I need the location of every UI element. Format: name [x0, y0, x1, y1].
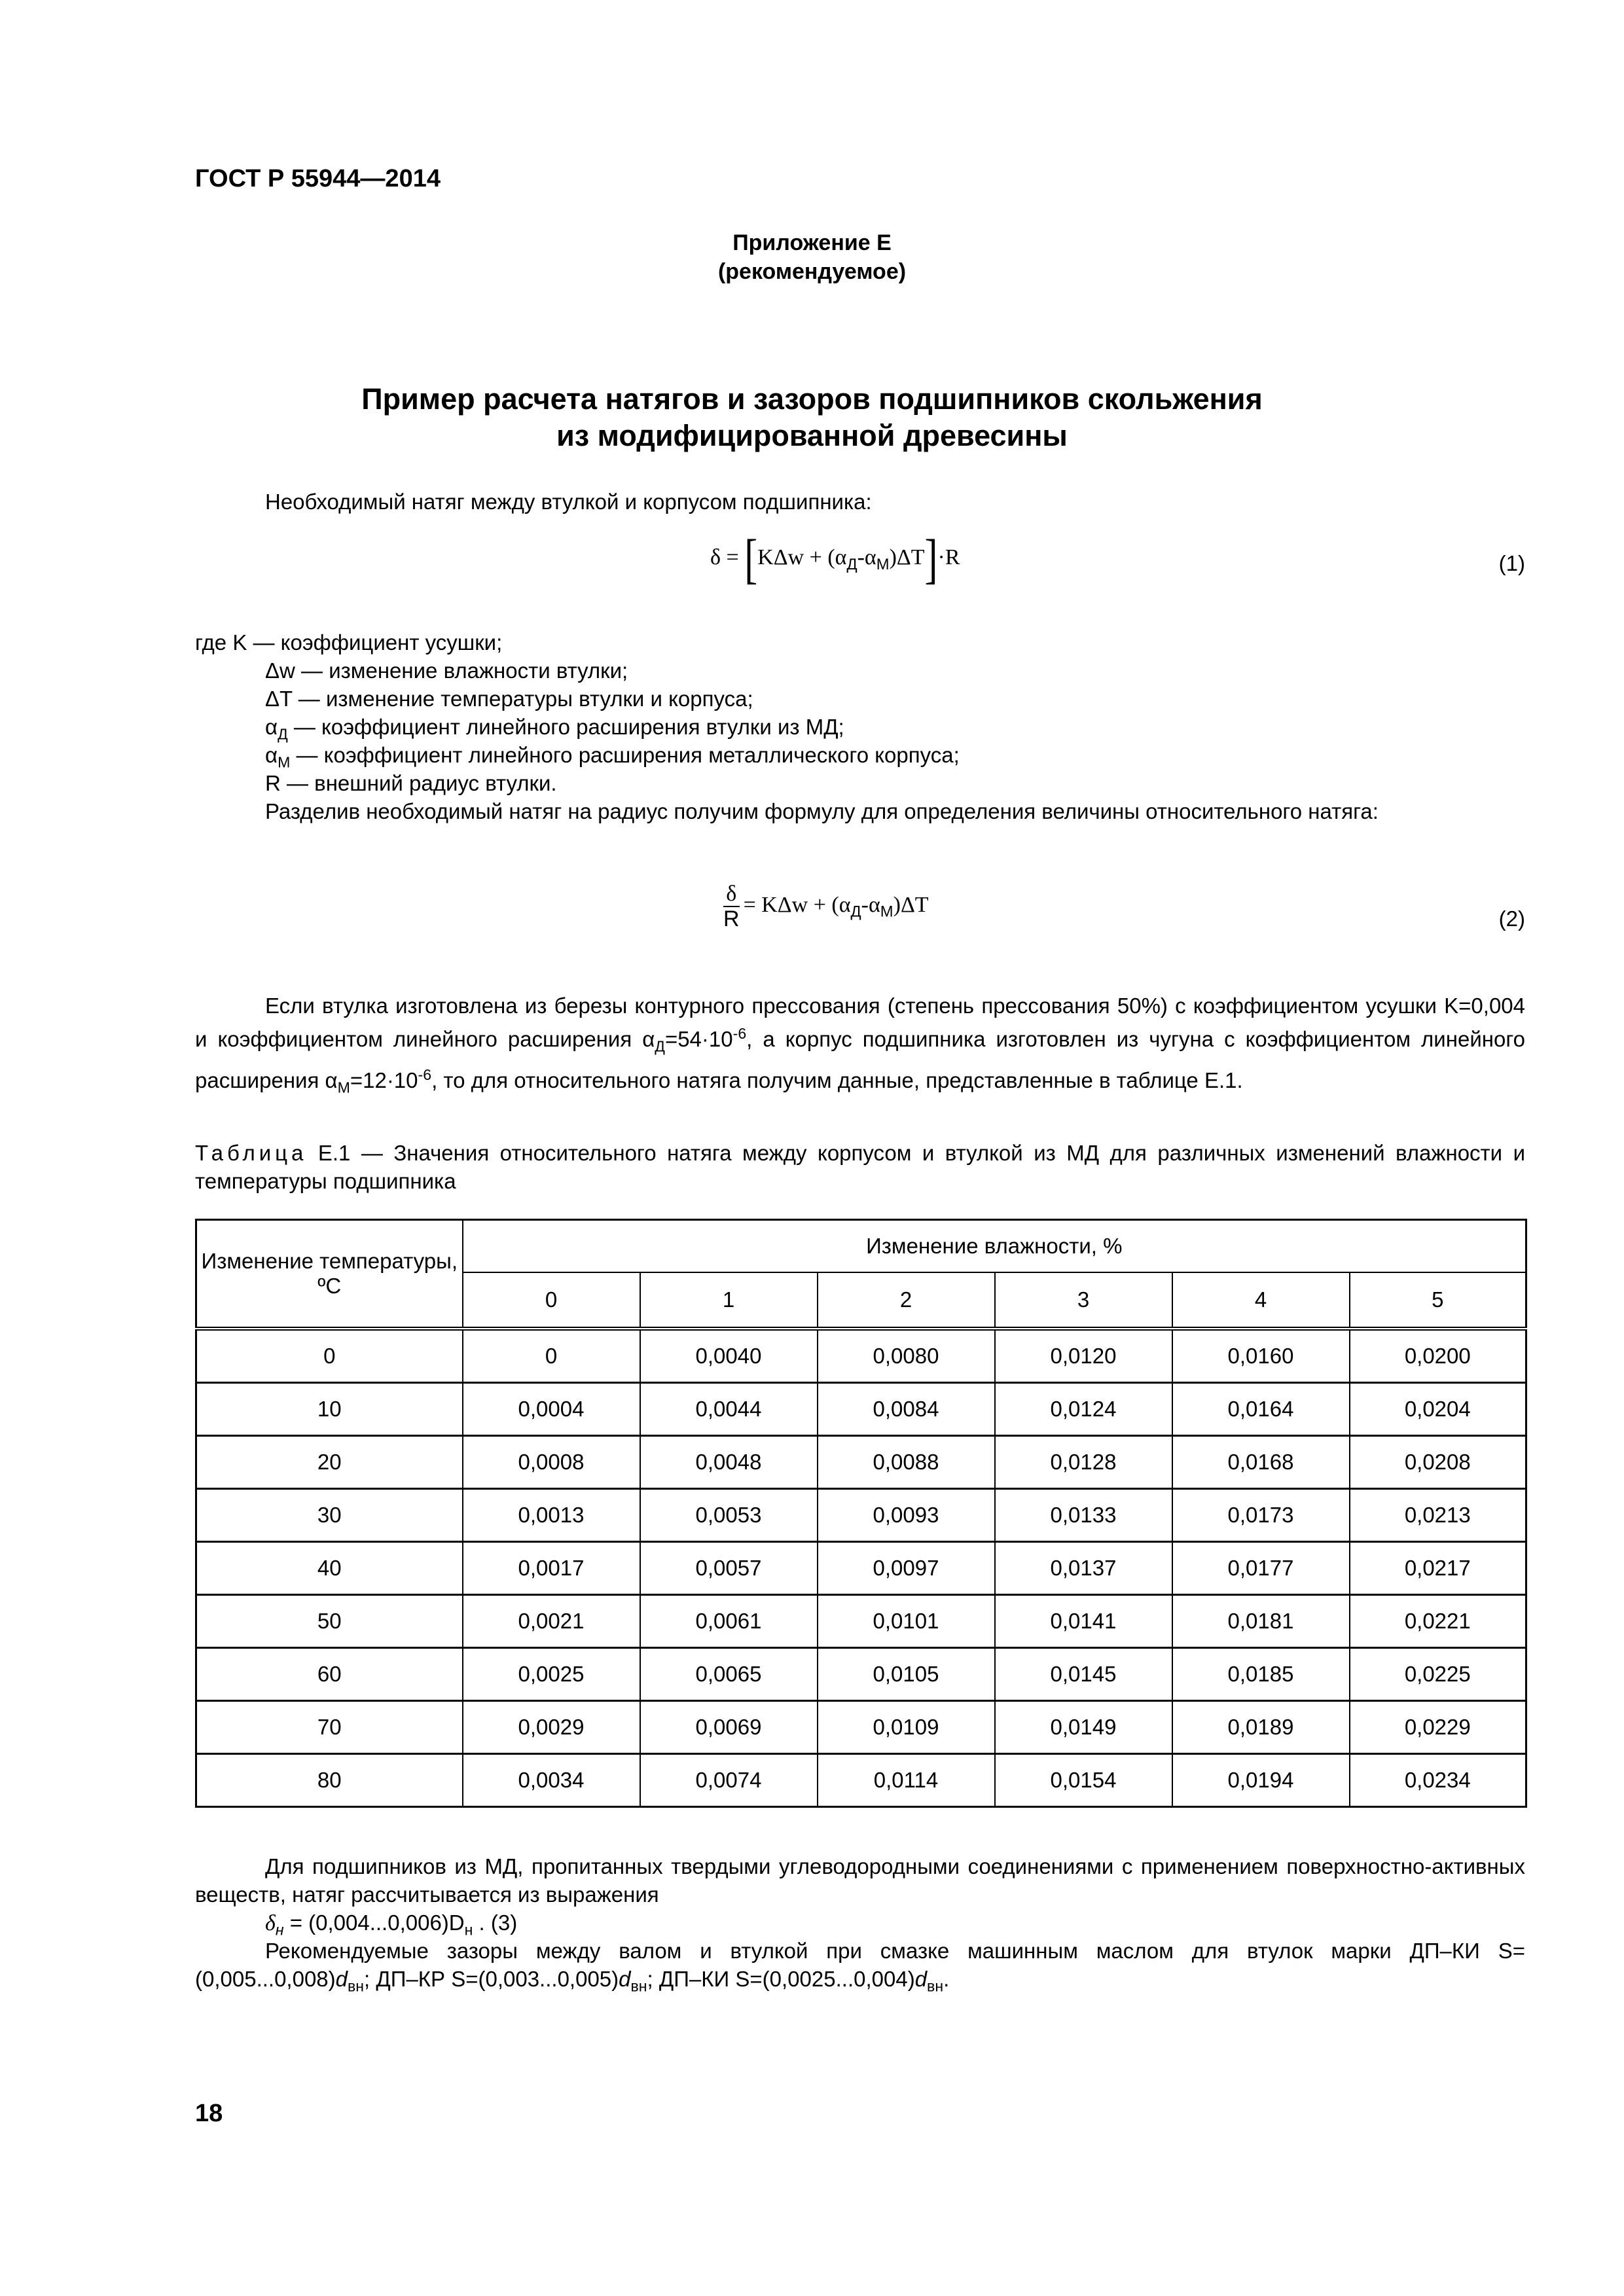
example-text: =12·10 [350, 1067, 418, 1092]
table-cell: 0,0200 [1350, 1329, 1526, 1383]
def-term: Δw [265, 658, 295, 683]
table-cell: 0,0217 [1350, 1542, 1526, 1595]
sub-vn: вн [927, 1977, 944, 1995]
formula-1-tail: ·R [937, 545, 960, 569]
clearance-text: Рекомендуемые зазоры между валом и втулкой при смазке машинным маслом для втулок марки ДП–КИ S=(0,005...0,008) [195, 1939, 1525, 1991]
equation-number-1: (1) [1498, 551, 1525, 575]
column-header: 5 [1350, 1272, 1526, 1329]
table-cell: 0,0053 [640, 1489, 818, 1542]
table-cell: 0,0061 [640, 1595, 818, 1648]
row-temp: 30 [196, 1489, 463, 1542]
row-temp: 50 [196, 1595, 463, 1648]
formula-1 [710, 529, 960, 590]
definition-dw [265, 656, 628, 685]
data-table [195, 1219, 1527, 1808]
example-text: Если втулка изготовлена из березы контурного прессования (степень прессования 50%) с коэффициентом усушки K=0,004 и коэффициентом линейного расширения α [195, 994, 1525, 1051]
table-cell: 0,0194 [1172, 1754, 1350, 1807]
table-cell: 0,0128 [995, 1436, 1172, 1489]
table-caption-text: Е.1 — Значения относительного натяга между корпусом и втулкой из МД для различных изменений влажности и температуры подшипника [195, 1141, 1525, 1193]
column-header: 3 [995, 1272, 1172, 1329]
sub-h: н [275, 1921, 284, 1939]
table-cell: 0,0013 [463, 1489, 640, 1542]
table-row [196, 1329, 1526, 1383]
derivation-paragraph: Разделив необходимый натяг на радиус получим формулу для определения величины относительного натяга: [265, 799, 1379, 823]
row-temp: 80 [196, 1754, 463, 1807]
table-cell: 0,0221 [1350, 1595, 1526, 1648]
formula-1-minus: -α [857, 545, 876, 569]
definition-r [265, 769, 557, 797]
table-cell: 0,0029 [463, 1701, 640, 1754]
table-cell: 0,0084 [818, 1383, 995, 1436]
sub-m: М [880, 903, 893, 921]
exponent: -6 [418, 1066, 432, 1083]
example-text: , то для относительного натяга получим данные, представленные в таблице Е.1. [431, 1067, 1243, 1092]
table-row [196, 1489, 1526, 1542]
table-cell: 0,0225 [1350, 1648, 1526, 1701]
table-caption-label: Таблица [195, 1141, 308, 1165]
table-cell: 0,0229 [1350, 1701, 1526, 1754]
table-cell: 0,0145 [995, 1648, 1172, 1701]
page-number: 18 [195, 2100, 223, 2127]
row-temp: 0 [196, 1329, 463, 1383]
table-cell: 0,0133 [995, 1489, 1172, 1542]
table-row [196, 1436, 1526, 1489]
column-header: 4 [1172, 1272, 1350, 1329]
table-cell: 0,0057 [640, 1542, 818, 1595]
closing-paragraph-2 [195, 1937, 1525, 2001]
formula-2-term-a: = KΔw + (α [743, 892, 851, 917]
def-term: R [265, 771, 281, 795]
intro-paragraph: Необходимый натяг между втулкой и корпусом подшипника: [265, 490, 872, 514]
sub-m: М [876, 555, 890, 573]
table-cell: 0,0025 [463, 1648, 640, 1701]
document-code: ГОСТ Р 55944—2014 [195, 165, 441, 192]
sub-m: М [337, 1079, 350, 1096]
table-cell: 0,0181 [1172, 1595, 1350, 1648]
table-row [196, 1595, 1526, 1648]
table-cell: 0,0185 [1172, 1648, 1350, 1701]
fraction-denominator: R [723, 906, 740, 931]
table-row [196, 1701, 1526, 1754]
sub-vn: вн [630, 1977, 647, 1995]
table-cell: 0,0101 [818, 1595, 995, 1648]
table-row [196, 1542, 1526, 1595]
sub-h: н [464, 1921, 473, 1939]
row-temp: 20 [196, 1436, 463, 1489]
formula-1-lhs: δ = [710, 545, 739, 569]
clearance-text: . [943, 1967, 950, 1991]
clearance-text: ; ДП–КИ S=(0,0025...0,004) [647, 1967, 915, 1991]
table-cell: 0,0168 [1172, 1436, 1350, 1489]
table-caption [195, 1139, 1525, 1195]
table-cell: 0,0120 [995, 1329, 1172, 1383]
sub-d: Д [846, 555, 857, 573]
table-cell: 0,0048 [640, 1436, 818, 1489]
table-cell: 0,0021 [463, 1595, 640, 1648]
def-term: α [265, 715, 278, 739]
bracket-close: ] [924, 529, 938, 590]
equation-number-2: (2) [1498, 906, 1525, 931]
table-cell: 0,0040 [640, 1329, 818, 1383]
page-title [0, 381, 1624, 454]
d-symbol: d [335, 1967, 348, 1991]
formula-1-term-a: KΔw + (α [757, 545, 847, 569]
table-cell: 0,0114 [818, 1754, 995, 1807]
def-term: α [265, 743, 278, 767]
formula-2-term-b: )ΔT [893, 892, 929, 917]
table-cell: 0,0208 [1350, 1436, 1526, 1489]
column-group-header-humidity: Изменение влажности, % [463, 1220, 1526, 1273]
table-cell: 0,0149 [995, 1701, 1172, 1754]
fraction-delta-over-r [723, 882, 740, 931]
def-sub: Д [278, 725, 288, 743]
row-temp: 70 [196, 1701, 463, 1754]
table-cell: 0,0164 [1172, 1383, 1350, 1436]
def-sub: М [278, 753, 291, 771]
table-cell: 0,0017 [463, 1542, 640, 1595]
definition-dt [265, 685, 753, 713]
table-cell: 0,0109 [818, 1701, 995, 1754]
table-cell: 0,0080 [818, 1329, 995, 1383]
sub-d: Д [850, 903, 861, 921]
table-cell: 0,0173 [1172, 1489, 1350, 1542]
table-cell: 0,0074 [640, 1754, 818, 1807]
table-cell: 0,0065 [640, 1648, 818, 1701]
column-header: 2 [818, 1272, 995, 1329]
table-cell: 0,0004 [463, 1383, 640, 1436]
table-cell: 0,0069 [640, 1701, 818, 1754]
row-temp: 40 [196, 1542, 463, 1595]
table-cell: 0,0034 [463, 1754, 640, 1807]
table-cell: 0,0097 [818, 1542, 995, 1595]
title-line-2: из модифицированной древесины [556, 419, 1068, 452]
def-text: — изменение влажности втулки; [295, 658, 628, 683]
def-text: — коэффициент усушки; [247, 630, 503, 655]
formula-2 [723, 882, 929, 931]
column-header: 1 [640, 1272, 818, 1329]
def-text: — коэффициент линейного расширения втулки из МД; [287, 715, 844, 739]
def-text: — изменение температуры втулки и корпуса; [292, 687, 753, 711]
example-text: =54·10 [664, 1027, 733, 1051]
closing-paragraph-1: Для подшипников из МД, пропитанных твердыми углеводородными соединениями с применением поверхностно-активных веществ, натяг рассчитывается из выражения [195, 1854, 1525, 1907]
table-cell: 0,0234 [1350, 1754, 1526, 1807]
table-cell: 0,0124 [995, 1383, 1172, 1436]
table-cell: 0,0093 [818, 1489, 995, 1542]
table-cell: 0,0088 [818, 1436, 995, 1489]
definition-k [195, 628, 502, 656]
formula-3-tail: . (3) [473, 1910, 518, 1935]
formula-2-minus: -α [861, 892, 880, 917]
d-symbol: d [619, 1967, 631, 1991]
sub-d: Д [655, 1037, 665, 1055]
table-row [196, 1383, 1526, 1436]
def-text: — коэффициент линейного расширения металлического корпуса; [290, 743, 960, 767]
table-cell: 0,0189 [1172, 1701, 1350, 1754]
example-paragraph [195, 992, 1525, 1102]
fraction-numerator: δ [723, 882, 740, 907]
def-term: ΔT [265, 687, 293, 711]
row-header-temperature: Изменение температуры, ºС [196, 1220, 463, 1329]
row-temp: 60 [196, 1648, 463, 1701]
table-cell: 0,0044 [640, 1383, 818, 1436]
d-symbol: d [914, 1967, 928, 1991]
table-row [196, 1754, 1526, 1807]
title-line-1: Пример расчета натягов и зазоров подшипников скольжения [361, 382, 1263, 416]
exponent: -6 [732, 1025, 747, 1042]
table-row [196, 1648, 1526, 1701]
example-text: , а корпус подшипника изготовлен из чугуна с коэффициентом линейного расширения α [195, 1027, 1525, 1092]
formula-3-delta: δ [265, 1911, 276, 1935]
table-cell: 0,0177 [1172, 1542, 1350, 1595]
table-cell: 0,0105 [818, 1648, 995, 1701]
row-temp: 10 [196, 1383, 463, 1436]
table-cell: 0,0160 [1172, 1329, 1350, 1383]
table-cell: 0,0137 [995, 1542, 1172, 1595]
sub-vn: вн [348, 1977, 365, 1995]
def-term: где K [195, 630, 247, 655]
appendix-label: Приложение Е [732, 230, 892, 255]
table-cell: 0 [463, 1329, 640, 1383]
bracket-open: [ [744, 529, 758, 590]
column-header: 0 [463, 1272, 640, 1329]
clearance-text: ; ДП–КР S=(0,003...0,005) [364, 1967, 619, 1991]
table-cell: 0,0204 [1350, 1383, 1526, 1436]
appendix-status: (рекомендуемое) [717, 259, 907, 284]
formula-1-term-b: )ΔT [889, 545, 925, 569]
formula-3-body: = (0,004...0,006)D [283, 1910, 465, 1935]
table-cell: 0,0008 [463, 1436, 640, 1489]
def-text: — внешний радиус втулки. [280, 771, 557, 795]
table-cell: 0,0154 [995, 1754, 1172, 1807]
table-cell: 0,0213 [1350, 1489, 1526, 1542]
table-cell: 0,0141 [995, 1595, 1172, 1648]
